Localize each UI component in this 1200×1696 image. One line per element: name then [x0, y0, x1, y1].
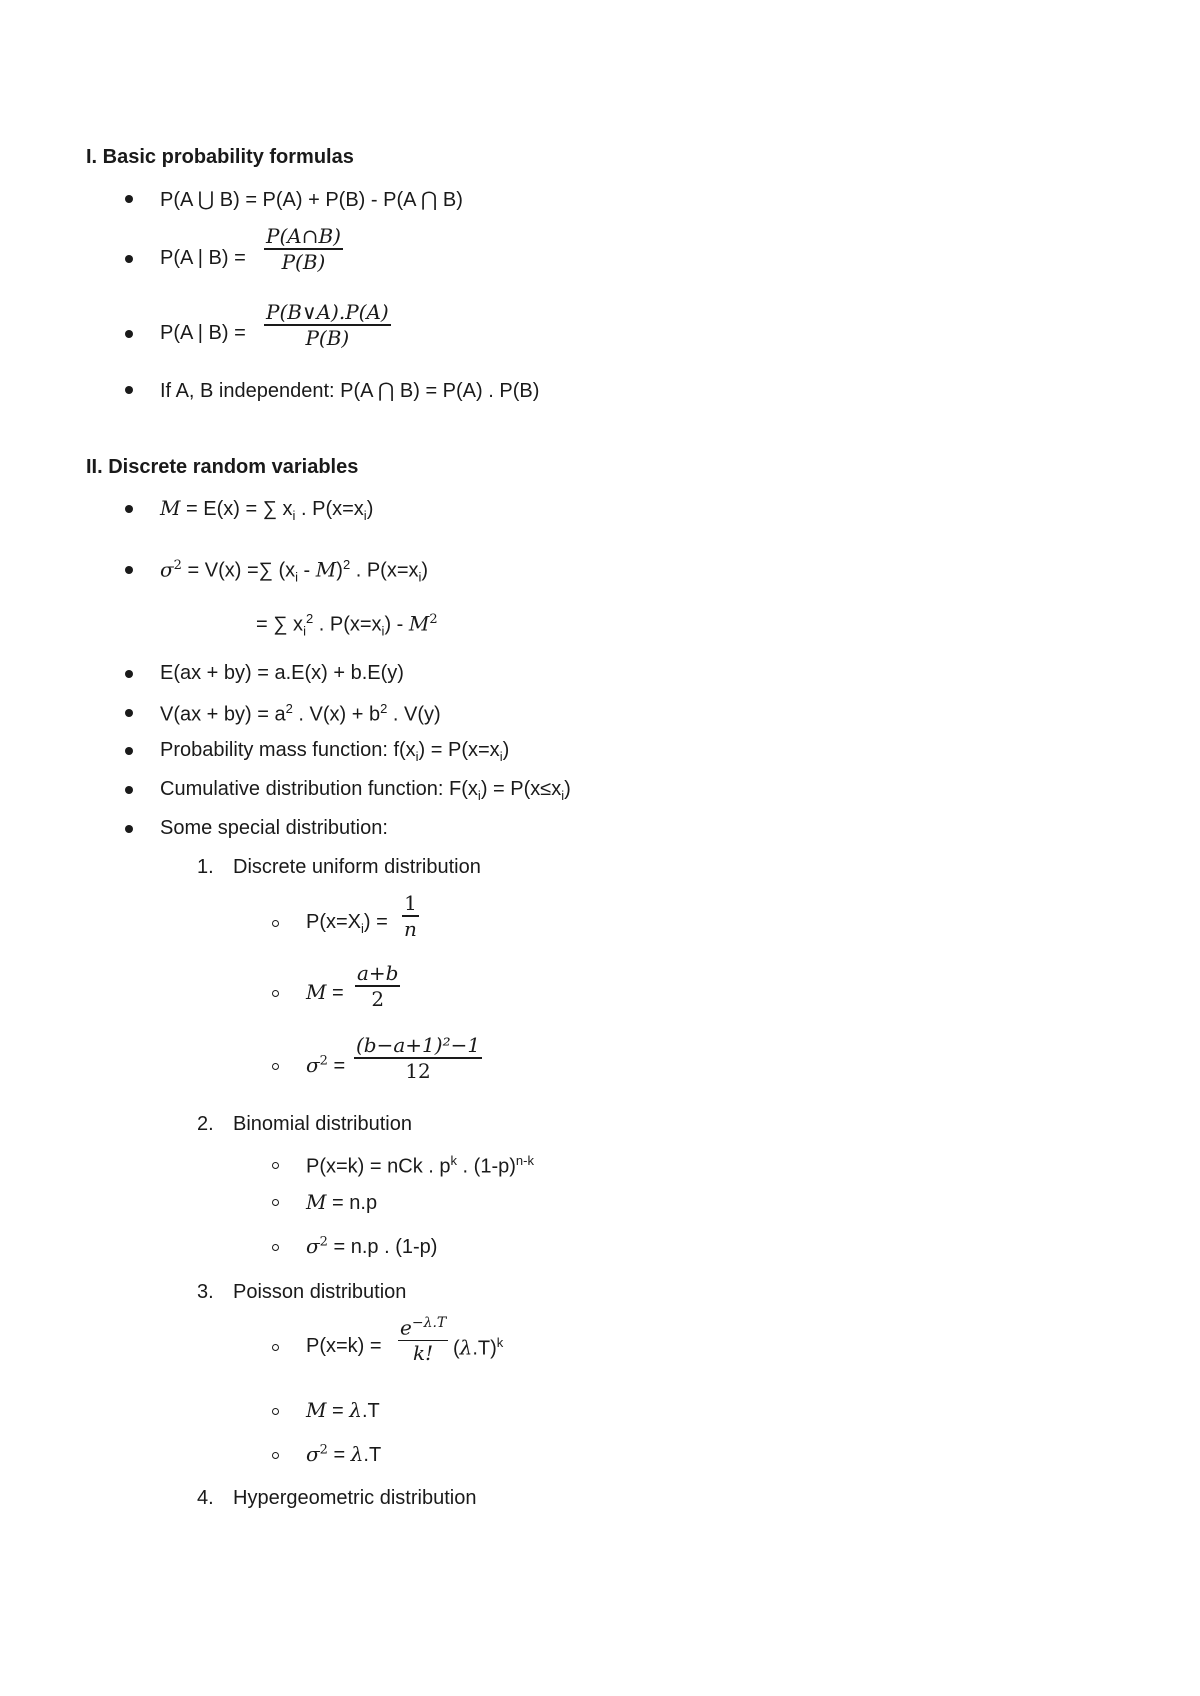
numerator: a+b	[357, 961, 399, 985]
pmf-text-3: )	[502, 739, 510, 761]
bullet	[125, 786, 133, 794]
numerator	[398, 1311, 448, 1340]
sigma-symbol: σ	[306, 1234, 320, 1258]
superscript: k	[450, 1153, 457, 1168]
subscript: i	[477, 788, 481, 803]
superscript: 2	[319, 1053, 328, 1069]
mean-text-2: . P(x=x	[295, 498, 364, 520]
subscript: i	[381, 623, 385, 639]
variance-alt-close: ) -	[384, 613, 409, 636]
subscript: i	[418, 569, 422, 585]
linearity-variance	[160, 701, 441, 727]
subscript: i	[303, 623, 306, 639]
variance-minus: -	[298, 559, 316, 582]
cdf-text-3: )	[564, 778, 571, 800]
uniform-title: Discrete uniform distribution	[233, 856, 481, 878]
denominator: 12	[405, 1058, 431, 1083]
poisson-variance	[306, 1442, 381, 1467]
poisson-pmf-rhs	[453, 1335, 503, 1361]
bayes-fraction	[264, 300, 391, 350]
lambda-symbol: λ	[349, 1398, 362, 1422]
e-symbol: e	[400, 1315, 412, 1340]
subscript: i	[361, 921, 364, 936]
linearity-expectation: E(ax + by) = a.E(x) + b.E(y)	[160, 662, 404, 684]
list-number: 2.	[197, 1113, 214, 1135]
bayes-denominator: P(B)	[305, 325, 350, 350]
uniform-pmf-lhs	[306, 911, 388, 936]
uniform-pmf-text: P(x=X	[306, 911, 362, 933]
lin-v-text-3: . V(y)	[387, 703, 441, 726]
bullet	[125, 255, 133, 263]
sigma-symbol: σ	[160, 557, 174, 582]
equals: =	[326, 1400, 350, 1422]
hypergeometric-title: Hypergeometric distribution	[233, 1487, 477, 1509]
list-number: 4.	[197, 1487, 214, 1509]
binomial-pmf	[306, 1153, 534, 1179]
bullet	[125, 195, 133, 203]
bullet	[125, 670, 133, 678]
variance-text: = V(x) =∑ (x	[181, 559, 296, 582]
pmf-text-2: ) = P(x=x	[418, 739, 500, 761]
circle-bullet	[272, 1199, 279, 1206]
mean-close: )	[366, 498, 374, 520]
mean-symbol: M	[306, 1398, 327, 1422]
independence-formula: If A, B independent: P(A ⋂ B) = P(A) . P(B)	[160, 380, 540, 402]
subscript: i	[295, 569, 298, 585]
equals: =	[327, 1444, 351, 1466]
sigma-symbol: σ	[306, 1442, 320, 1466]
sigma-symbol: σ	[306, 1053, 320, 1077]
lambda-symbol: λ	[350, 1442, 364, 1466]
bullet	[125, 747, 133, 755]
circle-bullet	[272, 920, 279, 927]
uniform-mean-fraction	[355, 961, 400, 1011]
uniform-variance-fraction	[354, 1033, 482, 1083]
poisson-mean	[306, 1398, 380, 1423]
circle-bullet	[272, 1344, 279, 1351]
lin-v-text-2: . V(x) + b	[292, 703, 381, 726]
lambda-symbol: λ	[459, 1335, 473, 1360]
variance-close: )	[421, 559, 429, 582]
bullet	[125, 330, 133, 338]
variance-paren: )	[336, 559, 343, 582]
section-1-heading: I. Basic probability formulas	[86, 146, 354, 168]
subscript: i	[415, 749, 419, 764]
mean-symbol: M	[306, 980, 327, 1004]
poisson-pmf-lhs: P(x=k) =	[306, 1335, 382, 1357]
variance-text-2: . P(x=x	[350, 559, 419, 582]
conditional-denominator: P(B)	[281, 249, 326, 274]
cdf-text-2: ) = P(x≤x	[480, 778, 562, 800]
superscript: n-k	[515, 1153, 534, 1168]
superscript: 2	[173, 558, 182, 573]
uniform-variance-lhs	[306, 1053, 345, 1078]
subscript: i	[499, 749, 503, 764]
poisson-pmf-text: .T)	[472, 1337, 497, 1360]
cdf-text-1: Cumulative distribution function: F(x	[160, 778, 478, 800]
mean-symbol: M	[408, 611, 430, 636]
conditional-lhs: P(A | B) =	[160, 247, 246, 269]
variance-formula	[160, 557, 428, 585]
subscript: i	[292, 508, 296, 523]
bullet	[125, 825, 133, 833]
subscript: i	[363, 508, 367, 523]
superscript: 2	[380, 701, 388, 716]
pmf-text-1: Probability mass function: f(x	[160, 739, 416, 761]
circle-bullet	[272, 1408, 279, 1415]
section-2-heading: II. Discrete random variables	[86, 456, 359, 478]
cdf-definition	[160, 778, 571, 803]
bullet	[125, 505, 133, 513]
binomial-variance	[306, 1234, 437, 1259]
numerator: (b−a+1)²−1	[356, 1033, 481, 1057]
uniform-pmf-eq: ) =	[363, 911, 388, 933]
poisson-title: Poisson distribution	[233, 1281, 407, 1303]
mean-formula	[160, 496, 373, 523]
binomial-title: Binomial distribution	[233, 1113, 412, 1135]
bayes-numerator: P(B∨A).P(A)	[266, 300, 389, 324]
mean-symbol: M	[315, 557, 337, 582]
superscript: 2	[319, 1442, 328, 1458]
pmf-definition	[160, 739, 509, 764]
bullet	[125, 566, 133, 574]
superscript: −λ.T	[411, 1315, 447, 1331]
special-distribution-label: Some special distribution:	[160, 817, 388, 839]
circle-bullet	[272, 1452, 279, 1459]
mean-symbol: M	[306, 1190, 327, 1214]
superscript: k	[496, 1335, 504, 1350]
uniform-pmf-fraction	[402, 891, 419, 941]
circle-bullet	[272, 990, 279, 997]
variance-alt-text-2: . P(x=x	[313, 613, 382, 636]
numerator: 1	[404, 891, 417, 915]
circle-bullet	[272, 1162, 279, 1169]
uniform-mean-lhs	[306, 980, 344, 1005]
bullet	[125, 386, 133, 394]
conditional-numerator: P(A∩B)	[266, 224, 341, 248]
binomial-pmf-text-2: . (1-p)	[457, 1155, 516, 1178]
denominator: 2	[371, 986, 385, 1011]
poisson-mean-text: .T	[361, 1400, 380, 1422]
list-number: 3.	[197, 1281, 214, 1303]
superscript: 2	[429, 612, 438, 627]
conditional-fraction	[264, 224, 343, 274]
denominator: k!	[413, 1341, 434, 1366]
poisson-variance-text: .T	[363, 1444, 382, 1466]
lin-v-text-1: V(ax + by) = a	[160, 703, 286, 726]
variance-alt-text: = ∑ x	[256, 613, 304, 636]
list-number: 1.	[197, 856, 214, 878]
variance-alt-formula	[256, 611, 438, 639]
superscript: 2	[319, 1234, 328, 1250]
binomial-mean-text: = n.p	[326, 1192, 378, 1214]
equals: =	[326, 982, 344, 1004]
circle-bullet	[272, 1063, 279, 1070]
bullet	[125, 709, 133, 717]
circle-bullet	[272, 1244, 279, 1251]
poisson-pmf-fraction	[398, 1311, 448, 1365]
paren-open: (	[453, 1337, 460, 1360]
denominator: n	[404, 916, 417, 941]
superscript: 2	[305, 611, 314, 626]
superscript: 2	[285, 701, 293, 716]
superscript: 2	[342, 557, 351, 572]
union-formula: P(A ⋃ B) = P(A) + P(B) - P(A ⋂ B)	[160, 189, 463, 211]
mean-text: = E(x) = ∑ x	[180, 498, 293, 520]
mean-symbol: M	[160, 496, 181, 520]
binomial-mean	[306, 1190, 377, 1215]
binomial-variance-text: = n.p . (1-p)	[327, 1236, 438, 1258]
bayes-lhs: P(A | B) =	[160, 322, 246, 344]
binomial-pmf-text-1: P(x=k) = nCk . p	[306, 1155, 451, 1178]
equals: =	[327, 1055, 346, 1077]
subscript: i	[561, 788, 565, 803]
